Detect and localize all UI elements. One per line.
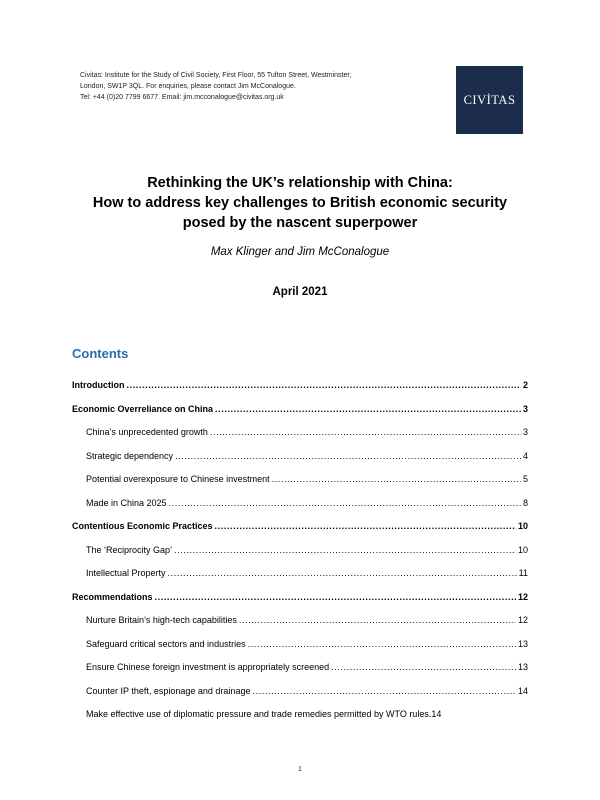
- toc-entry-economic-overreliance[interactable]: [72, 404, 528, 428]
- toc-entry-label: Make effective use of diplomatic pressure and trade remedies permitted by WTO rules.: [86, 709, 432, 719]
- toc-entry-label: Recommendations: [72, 591, 153, 602]
- toc-entry-label: Safeguard critical sectors and industries: [86, 638, 246, 649]
- toc-leader-dots: [252, 686, 516, 696]
- toc-entry-intellectual-property[interactable]: [72, 568, 528, 592]
- toc-entry-high-tech[interactable]: [72, 615, 528, 639]
- toc-entry-page: 12: [517, 615, 528, 625]
- toc-leader-dots: [168, 568, 517, 578]
- toc-leader-dots: [210, 427, 521, 437]
- page-number: 1: [298, 766, 302, 773]
- toc-leader-dots: [127, 380, 521, 390]
- toc-entry-page: 5: [522, 474, 528, 484]
- toc-entry-page: 11: [518, 568, 528, 578]
- toc-entry-label: The ‘Reciprocity Gap’: [86, 544, 173, 555]
- toc-entry-diplomatic-pressure[interactable]: [72, 709, 528, 733]
- toc-entry-recommendations[interactable]: [72, 592, 528, 616]
- toc-leader-dots: [155, 592, 516, 602]
- document-title: [0, 173, 600, 233]
- toc-entry-critical-sectors[interactable]: [72, 639, 528, 663]
- contact-line: Tel: +44 (0)20 7799 6677. Email: jim.mcconalogue@civitas.org.uk: [80, 94, 284, 101]
- toc-leader-dots: [331, 662, 516, 672]
- toc-entry-page: 14: [517, 685, 528, 696]
- toc-entry-introduction[interactable]: [72, 380, 528, 404]
- toc-entry-label: Counter IP theft, espionage and drainage: [86, 685, 251, 696]
- toc-entry-reciprocity-gap[interactable]: [72, 545, 528, 569]
- toc-entry-overexposure[interactable]: [72, 474, 528, 498]
- authors: Max Klinger and Jim McConalogue: [210, 246, 390, 258]
- civitas-logo: [456, 66, 523, 134]
- toc-leader-dots: [175, 451, 521, 461]
- toc-entry-label: Potential overexposure to Chinese investment: [86, 474, 270, 484]
- contact-line: London, SW1P 3QL. For enquiries, please contact Jim McConalogue.: [80, 83, 296, 90]
- toc-entry-page: 8: [522, 497, 528, 508]
- toc-leader-dots: [248, 639, 516, 649]
- toc-leader-dots: [174, 545, 516, 555]
- toc-entry-page: 14: [431, 709, 442, 719]
- toc-entry-label: Contentious Economic Practices: [72, 521, 213, 531]
- toc-leader-dots: [215, 521, 516, 531]
- toc-entry-label: Ensure Chinese foreign investment is appropriately screened: [86, 662, 330, 672]
- toc-entry-label: Nurture Britain’s high-tech capabilities: [86, 615, 237, 625]
- toc-entry-label: China’s unprecedented growth: [86, 427, 208, 437]
- toc-entry-page: 3: [522, 403, 528, 414]
- toc-entry-page: 4: [522, 450, 528, 461]
- toc-entry-contentious-practices[interactable]: [72, 521, 528, 545]
- toc-leader-dots: [272, 474, 521, 484]
- toc-entry-page: 2: [522, 380, 528, 390]
- logo-text: CIVİTAS: [463, 92, 516, 107]
- toc-entry-strategic-dependency[interactable]: [72, 451, 528, 475]
- toc-entry-page: 13: [517, 662, 528, 672]
- toc-entry-page: 10: [517, 544, 528, 555]
- toc-entry-page: 13: [517, 638, 528, 649]
- title-line: How to address key challenges to British economic security: [92, 195, 508, 211]
- toc-entry-label: Introduction: [72, 380, 125, 390]
- toc-entry-unprecedented-growth[interactable]: [72, 427, 528, 451]
- toc-entry-label: Made in China 2025: [86, 497, 167, 508]
- toc-leader-dots: [169, 498, 521, 508]
- title-line: posed by the nascent superpower: [182, 215, 418, 231]
- toc-entry-page: 12: [517, 591, 528, 602]
- toc-leader-dots: [239, 615, 516, 625]
- contact-line: Civitas: Institute for the Study of Civil Society, First Floor, 55 Tufton Street, Westminster,: [80, 72, 352, 79]
- toc-entry-page: 3: [522, 427, 528, 437]
- contents-heading: Contents: [72, 346, 129, 361]
- toc-entry-page: 10: [517, 521, 528, 531]
- table-of-contents: [72, 380, 528, 733]
- toc-entry-label: Intellectual Property: [86, 568, 166, 578]
- toc-entry-label: Strategic dependency: [86, 450, 174, 461]
- institute-contact-info: [80, 70, 420, 103]
- toc-leader-dots: [215, 404, 521, 414]
- title-line: Rethinking the UK’s relationship with China:: [147, 175, 453, 191]
- toc-entry-label: Economic Overreliance on China: [72, 403, 214, 414]
- toc-entry-investment-screening[interactable]: [72, 662, 528, 686]
- toc-entry-made-in-china[interactable]: [72, 498, 528, 522]
- publication-date: April 2021: [272, 286, 328, 298]
- toc-entry-ip-theft[interactable]: [72, 686, 528, 710]
